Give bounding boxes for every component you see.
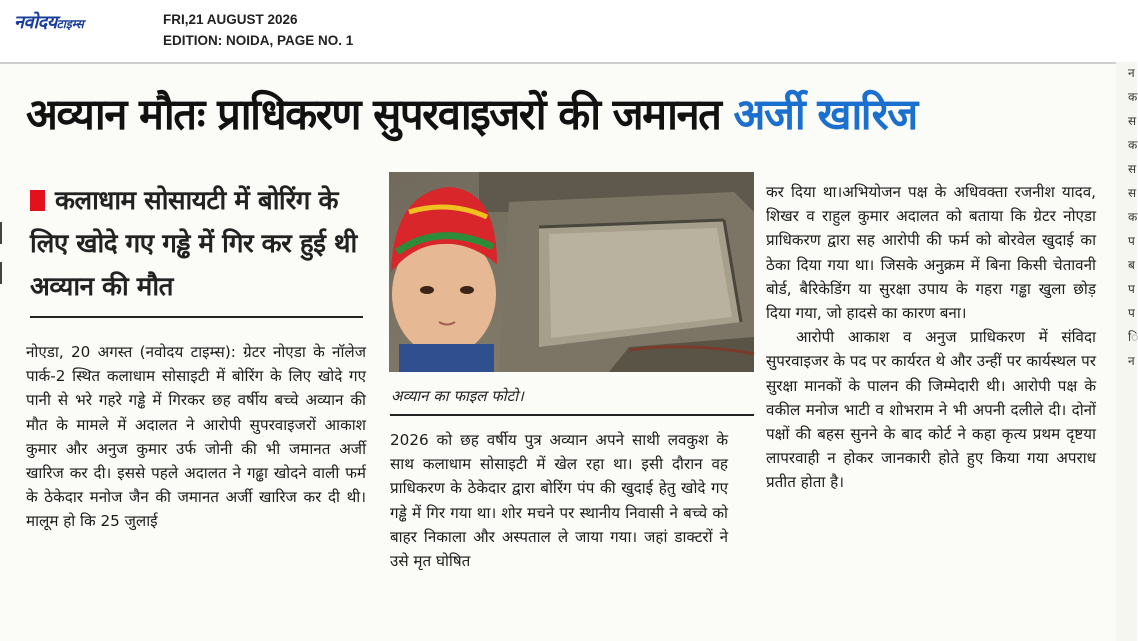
photo-caption: अव्यान का फाइल फोटो। <box>391 387 524 405</box>
subhead-divider <box>30 316 363 318</box>
subhead-text: कलाधाम सोसायटी में बोरिंग के लिए खोदे गए गड्ढे में गिर कर हुई थी अव्यान की मौत <box>30 186 357 302</box>
left-edge-artifact <box>0 62 4 641</box>
article-column-1 <box>26 340 366 534</box>
child-at-pit-image <box>389 172 754 372</box>
issue-date: FRI,21 AUGUST 2026 <box>163 12 298 27</box>
logo-main-text: नवोदय <box>14 12 57 33</box>
newspaper-logo[interactable] <box>14 10 84 34</box>
red-bullet-icon <box>30 190 45 211</box>
headline-main: अव्यान मौतः प्राधिकरण सुपरवाइजरों की जमानत <box>26 90 721 140</box>
headline-highlight: अर्जी खारिज <box>733 90 917 140</box>
edition-header <box>0 0 1137 64</box>
column-1-text: नोएडा, 20 अगस्त (नवोदय टाइम्स): ग्रेटर नोएडा के नॉलेज पार्क-2 स्थित कलाधाम सोसाइटी में बोरिंग के लिए खोदे गए पानी से भरे गहरे गड्ढे में गिरकर छह वर्षीय बच्चे अव्यान की मौत के मामले में अदालत ने आरोपी सुपरवाइजरों आकाश कुमार और अनुज कुमार उर्फ जोनी की भी जमानत अर्जी खारिज कर दी। इससे पहले अदालत ने गढ्ढा खोदने वाली फर्म के ठेकेदार मनोज जैन की जमानत अर्जी खारिज कर दी थी। मालूम हो कि 25 जुलाई <box>26 343 366 531</box>
article-column-2 <box>390 428 728 573</box>
article-photo[interactable] <box>389 172 754 372</box>
article-subhead <box>30 180 368 309</box>
article-column-3 <box>766 180 1096 495</box>
column-2-text: 2026 को छह वर्षीय पुत्र अव्यान अपने साथी लवकुश के साथ कलाधाम सोसाइटी में खेल रहा था। इसी दौरान वह प्राधिकरण के ठेकेदार द्वारा बोरिंग पंप की खुदाई हेतु खोदे गए गड्ढे में गिर गया था। शोर मचने पर स्थानीय निवासी ने बच्चे को बाहर निकाला और अस्पताल ले जाया गया। जहां डाक्टरों ने उसे मृत घोषित <box>390 431 728 571</box>
article-headline <box>26 80 1074 150</box>
caption-divider <box>390 414 754 416</box>
edition-info: EDITION: NOIDA, PAGE NO. 1 <box>163 33 354 48</box>
column-3-paragraph-2: आरोपी आकाश व अनुज प्राधिकरण में संविदा सुपरवाइजर के पद पर कार्यरत थे और उन्हीं पर कार्यस्थल पर सुरक्षा मानकों के पालन की जिम्मेदारी थी। आरोपी पक्ष के वकील मनोज भाटी व शोभराम ने भी अपनी दलीले दी। दोनों पक्षों की बहस सुनने के बाद कोर्ट ने कहा कृत्य प्रथम दृष्टया लापरवाही न होकर जानकारी होते हुए किया गया अपराध प्रतीत होता है। <box>766 328 1096 492</box>
column-3-paragraph-1: कर दिया था।अभियोजन पक्ष के अधिवक्ता रजनीश यादव, शिखर व राहुल कुमार अदालत को बताया कि ग्रेटर नोएडा प्राधिकरण द्वारा सह आरोपी की फर्म को बोरवेल खुदाई का ठेका दिया गया था। जिसके अनुक्रम में बिना किसी चेतावनी बोर्ड, बैरिकेडिंग या सुरक्षा उपाय के गहरा गड्ढा खुला छोड़ दिया गया, जो हादसे का कारण बना। <box>766 183 1096 323</box>
adjacent-article-edge: न क स क स स क प ब प प ि न <box>1116 62 1137 641</box>
edition-meta <box>163 9 353 51</box>
logo-sub-text: टाइम्स <box>56 17 84 31</box>
